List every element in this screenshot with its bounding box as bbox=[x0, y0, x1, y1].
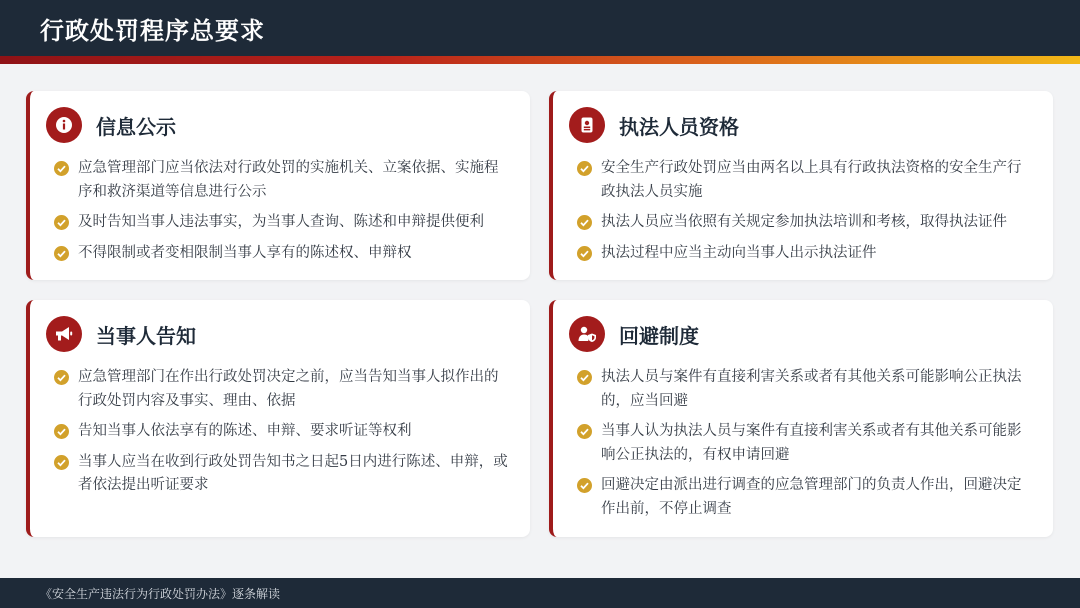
card-recusal-system bbox=[549, 300, 1053, 537]
card-party-notification bbox=[26, 300, 530, 537]
page-title: 行政处罚程序总要求 bbox=[40, 16, 265, 45]
check-circle-icon bbox=[577, 161, 592, 176]
user-shield-icon bbox=[569, 316, 605, 352]
check-circle-icon bbox=[577, 478, 592, 493]
header-bar bbox=[0, 0, 1080, 56]
footer-bar bbox=[0, 578, 1080, 608]
card-header bbox=[569, 314, 699, 354]
card-header bbox=[46, 314, 196, 354]
list-item-text: 及时告知当事人违法事实，为当事人查询、陈述和申辩提供便利 bbox=[78, 214, 484, 230]
list-item-text: 安全生产行政处罚应当由两名以上具有行政执法资格的安全生产行政执法人员实施 bbox=[601, 160, 1022, 200]
list-item-text: 当事人应当在收到行政处罚告知书之日起5日内进行陈述、申辩，或者依法提出听证要求 bbox=[78, 453, 508, 493]
list-item bbox=[573, 242, 1033, 266]
card-info-disclosure bbox=[26, 91, 530, 280]
list-item bbox=[50, 420, 510, 444]
check-circle-icon bbox=[54, 424, 69, 439]
check-circle-icon bbox=[54, 246, 69, 261]
card-item-list bbox=[573, 366, 1033, 528]
check-circle-icon bbox=[54, 161, 69, 176]
list-item bbox=[50, 451, 510, 498]
list-item bbox=[573, 474, 1033, 521]
list-item bbox=[50, 242, 510, 266]
card-title: 回避制度 bbox=[619, 323, 699, 348]
list-item bbox=[573, 157, 1033, 204]
card-title: 当事人告知 bbox=[96, 323, 196, 348]
megaphone-icon bbox=[46, 316, 82, 352]
check-circle-icon bbox=[54, 455, 69, 470]
card-item-list bbox=[573, 157, 1033, 272]
card-title: 信息公示 bbox=[96, 114, 176, 139]
list-item bbox=[573, 366, 1033, 413]
list-item bbox=[50, 211, 510, 235]
list-item-text: 执法人员应当依照有关规定参加执法培训和考核，取得执法证件 bbox=[601, 214, 1007, 230]
card-header bbox=[46, 105, 176, 145]
check-circle-icon bbox=[577, 215, 592, 230]
list-item bbox=[50, 157, 510, 204]
list-item-text: 回避决定由派出进行调查的应急管理部门的负责人作出，回避决定作出前，不停止调查 bbox=[601, 477, 1022, 517]
list-item-text: 执法过程中应当主动向当事人出示执法证件 bbox=[601, 244, 877, 261]
check-circle-icon bbox=[54, 370, 69, 385]
list-item-text: 应急管理部门在作出行政处罚决定之前，应当告知当事人拟作出的行政处罚内容及事实、理由、依据 bbox=[78, 369, 499, 409]
list-item-text: 当事人认为执法人员与案件有直接利害关系或者有其他关系可能影响公正执法的，有权申请回避 bbox=[601, 423, 1022, 463]
list-item-text: 告知当事人依法享有的陈述、申辩、要求听证等权利 bbox=[78, 423, 412, 439]
list-item-text: 执法人员与案件有直接利害关系或者有其他关系可能影响公正执法的，应当回避 bbox=[601, 369, 1022, 409]
info-icon bbox=[46, 107, 82, 143]
list-item-text: 不得限制或者变相限制当事人享有的陈述权、申辩权 bbox=[78, 244, 412, 261]
footer-text: 《安全生产违法行为行政处罚办法》逐条解读 bbox=[40, 587, 281, 601]
card-enforcer-qualification bbox=[549, 91, 1053, 280]
list-item bbox=[50, 366, 510, 413]
list-item bbox=[573, 420, 1033, 467]
check-circle-icon bbox=[54, 215, 69, 230]
id-badge-icon bbox=[569, 107, 605, 143]
check-circle-icon bbox=[577, 424, 592, 439]
card-title: 执法人员资格 bbox=[619, 114, 739, 139]
check-circle-icon bbox=[577, 246, 592, 261]
check-circle-icon bbox=[577, 370, 592, 385]
card-item-list bbox=[50, 366, 510, 505]
list-item bbox=[573, 211, 1033, 235]
header-gradient-stripe bbox=[0, 56, 1080, 64]
list-item-text: 应急管理部门应当依法对行政处罚的实施机关、立案依据、实施程序和救济渠道等信息进行公示 bbox=[78, 160, 499, 200]
card-header bbox=[569, 105, 739, 145]
card-item-list bbox=[50, 157, 510, 272]
